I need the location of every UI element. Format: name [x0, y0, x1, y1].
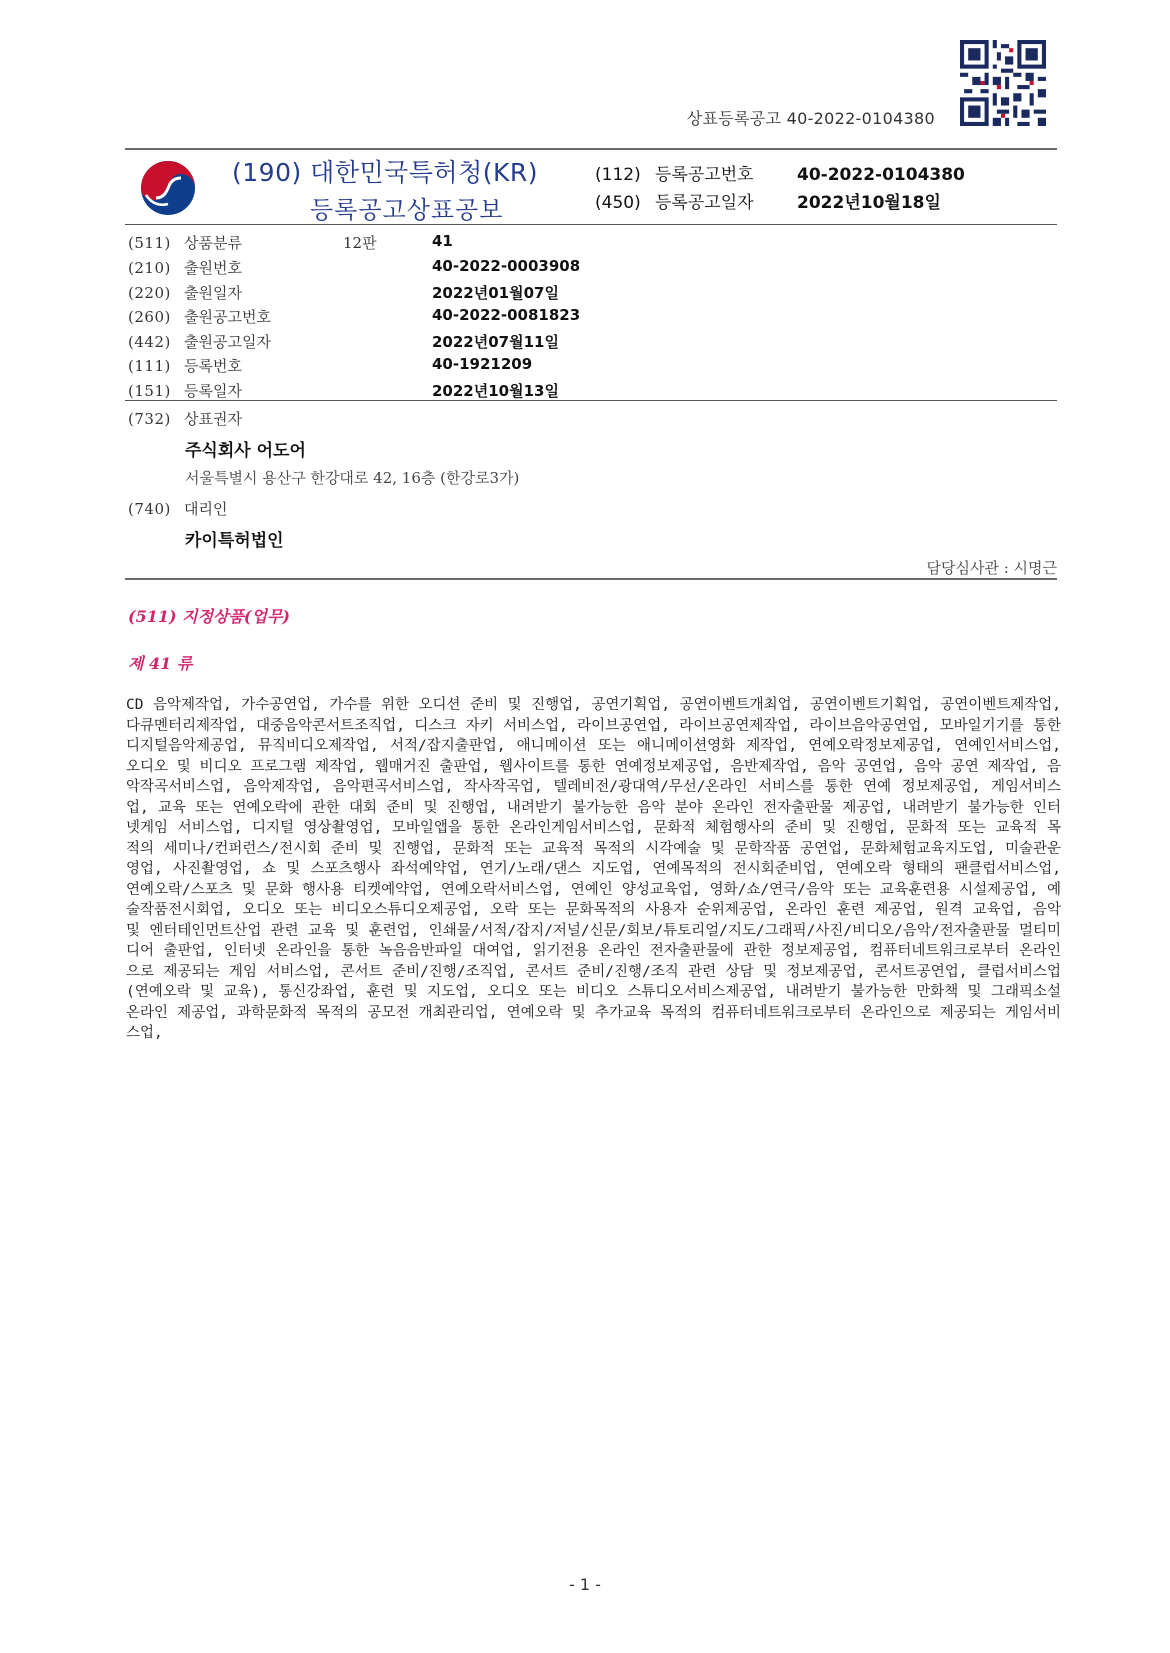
- bib-row-application-publication-date: [128, 331, 271, 352]
- agent-label: 대리인: [184, 500, 228, 518]
- nice-edition: 12판: [343, 234, 377, 252]
- bib-value: 40-2022-0003908: [432, 257, 581, 275]
- examiner-rule: [125, 578, 1057, 580]
- bib-label: 출원번호: [184, 259, 242, 277]
- bib-code: (210): [128, 259, 171, 277]
- field-label: 등록공고번호: [655, 165, 754, 185]
- bib-row-application-date: [128, 282, 242, 303]
- bib-label: 등록일자: [184, 382, 242, 400]
- agent-code: (740): [128, 500, 171, 518]
- bib-label: 출원공고일자: [184, 333, 271, 351]
- bib-label: 출원일자: [184, 284, 242, 302]
- gazette-title: 등록공고상표공보: [310, 196, 504, 224]
- bib-value: 40-1921209: [432, 355, 533, 373]
- bib-bottom-rule: [125, 400, 1057, 401]
- bib-row-registration-date: [128, 380, 242, 401]
- designated-goods-text: CD 음악제작업, 가수공연업, 가수를 위한 오디션 준비 및 진행업, 공연기획업, 공연이벤트개최업, 공연이벤트기획업, 공연이벤트제작업, 다큐멘터리제작업, 대중음악콘서트조직업, 디스크 자키 서비스업, 라이브공연업, 라이브공연제작업, 라이브음악공연업, 모바일기기를 통한 디지털음악제공업, 뮤직비디오제작업, 서적/잡지출판업, 애니메이션 또는 애니메이션영화 제작업, 연예오락정보제공업, 연예인서비스업, 오디오 및 비디오 프로그램 제작업, 웹매거진 출판업, 웹사이트를 통한 연예정보제공업, 음반제작업, 음악 공연업, 음악 공연 제작업, 음악작곡서비스업, 음악제작업, 음악편곡서비스업, 작사작곡업, 텔레비전/광대역/무선/온라인 서비스를 통한 연예 정보제공업, 게임서비스업, 교육 또는 연예오락에 관한 대회 준비 및 진행업, 내려받기 불가능한 음악 분야 온라인 전자출판물 제공업, 내려받기 불가능한 인터넷게임 서비스업, 디지털 영상촬영업, 모바일앱을 통한 온라인게임서비스업, 문화적 체험행사의 준비 및 진행업, 문화적 또는 교육적 목적의 세미나/컨퍼런스/전시회 준비 및 진행업, 문화적 또는 교육적 목적의 시각예술 및 문학작품 공연업, 문화체험교육지도업, 미술관운영업, 사진촬영업, 쇼 및 스포츠행사 좌석예약업, 연기/노래/댄스 지도업, 연예목적의 전시회준비업, 연예오락 형태의 팬클럽서비스업, 연예오락/스포츠 및 문화 행사용 티켓예약업, 연예오락서비스업, 연예인 양성교육업, 영화/쇼/연극/음악 또는 교육훈련용 시설제공업, 예술작품전시회업, 오디오 또는 비디오스튜디오제공업, 오락 또는 문화목적의 사용자 순위제공업, 온라인 훈련 제공업, 원격 교육업, 음악 및 엔터테인먼트산업 관련 교육 및 훈련업, 인쇄물/서적/잡지/저널/신문/회보/튜토리얼/지도/그래픽/사진/비디오/음악/전자출판물 멀티미디어 출판업, 인터넷 온라인을 통한 녹음음반파일 대여업, 읽기전용 온라인 전자출판물에 관한 정보제공업, 컴퓨터네트워크로부터 온라인으로 제공되는 게임 서비스업, 콘서트 준비/진행/조직업, 콘서트 준비/진행/조직 관련 상담 및 정보제공업, 콘서트공연업, 클럽서비스업(연예오락 및 교육), 통신강좌업, 훈련 및 지도업, 오디오 또는 비디오 스튜디오서비스제공업, 내려받기 불가능한 만화책 및 그래픽소설 온라인 제공업, 과학문화적 목적의 공모전 개최관리업, 연예오락 및 추가교육 목적의 컴퓨터네트워크로부터 온라인으로 제공되는 게임서비스업,: [126, 697, 1061, 1041]
- field-code: (112): [595, 165, 641, 185]
- agent-name: 카이특허법인: [185, 531, 284, 551]
- agent-row: [128, 498, 227, 519]
- bib-value: 2022년10월13일: [432, 382, 559, 400]
- bib-code: (220): [128, 284, 171, 302]
- examiner: 담당심사관 : 시명근: [926, 559, 1057, 577]
- header-bottom-rule: [125, 224, 1057, 225]
- bib-code: (260): [128, 308, 171, 326]
- bib-row-registration-number: [128, 355, 242, 376]
- holder-name: 주식회사 어도어: [185, 441, 306, 461]
- holder-code: (732): [128, 410, 171, 428]
- registration-publication-date-row: [595, 188, 941, 213]
- field-value: 2022년10월18일: [797, 193, 941, 213]
- bib-label: 등록번호: [184, 357, 242, 375]
- field-code: (450): [595, 193, 641, 213]
- holder-label: 상표권자: [184, 410, 242, 428]
- bib-value: 2022년01월07일: [432, 284, 559, 302]
- publication-number: 상표등록공고 40-2022-0104380: [686, 109, 935, 128]
- field-value: 40-2022-0104380: [797, 165, 965, 185]
- patent-office-name: (190) 대한민국특허청(KR): [232, 158, 538, 187]
- field-label: 등록공고일자: [655, 193, 754, 213]
- bib-value: 41: [432, 232, 453, 250]
- bib-row-classification: [128, 232, 242, 253]
- qr-code-icon: [960, 40, 1046, 126]
- bib-value: 2022년07월11일: [432, 333, 559, 351]
- page-number: - 1 -: [569, 1575, 601, 1594]
- kipo-emblem-icon: [138, 158, 198, 218]
- holder-address: 서울특별시 용산구 한강대로 42, 16층 (한강로3가): [185, 469, 520, 487]
- bib-label: 상품분류: [184, 234, 242, 252]
- bib-code: (111): [128, 357, 171, 375]
- header-top-rule: [125, 148, 1057, 150]
- bib-code: (511): [128, 234, 171, 252]
- class-title: 제 41 류: [128, 654, 193, 673]
- designated-goods-title: (511) 지정상품(업무): [128, 607, 290, 626]
- bib-row-application-number: [128, 257, 242, 278]
- bib-code: (151): [128, 382, 171, 400]
- holder-row: [128, 408, 242, 429]
- registration-publication-number-row: [595, 160, 965, 185]
- bib-code: (442): [128, 333, 171, 351]
- bib-label: 출원공고번호: [184, 308, 271, 326]
- bib-value: 40-2022-0081823: [432, 306, 581, 324]
- bib-row-application-publication-number: [128, 306, 271, 327]
